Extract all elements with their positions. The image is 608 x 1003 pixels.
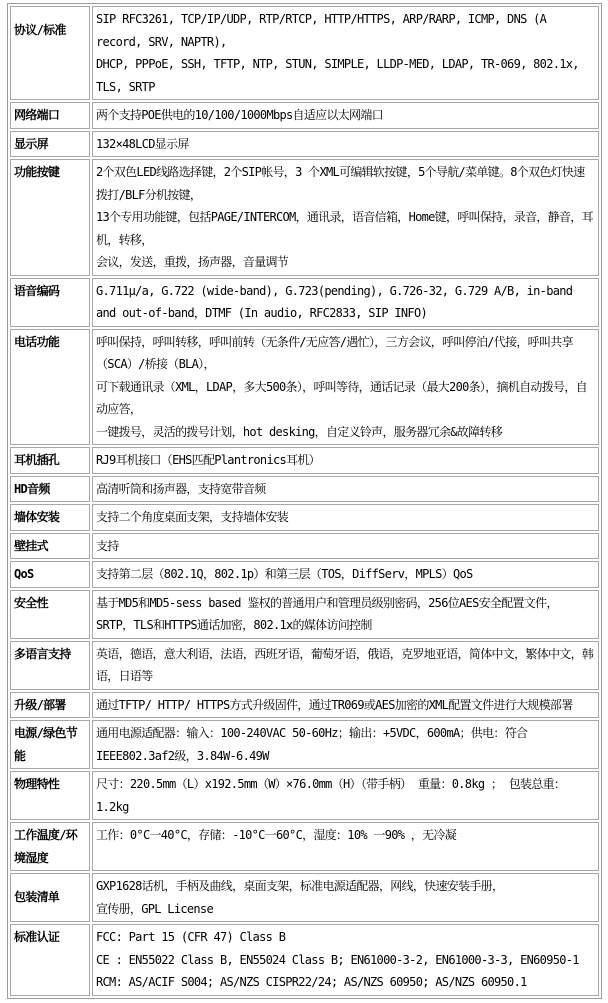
spec-row-label: 多语言支持 bbox=[10, 641, 90, 690]
spec-value-line: SIP RFC3261, TCP/IP/UDP, RTP/RTCP, HTTP/HTTPS, ARP/RARP, ICMP, DNS (A record, SRV, NAPTR), bbox=[96, 12, 547, 49]
spec-row-label: 工作温度/环境湿度 bbox=[10, 822, 90, 871]
spec-row-value bbox=[92, 561, 599, 588]
spec-row-label: 安全性 bbox=[10, 590, 90, 639]
spec-row bbox=[10, 6, 599, 100]
spec-row-label: 协议/标准 bbox=[10, 6, 90, 100]
spec-value-line: RJ9耳机接口（EHS匹配Plantronics耳机） bbox=[96, 453, 320, 467]
spec-row bbox=[10, 447, 599, 474]
spec-row-value bbox=[92, 641, 599, 690]
spec-row bbox=[10, 873, 599, 922]
spec-row-label: 功能按键 bbox=[10, 159, 90, 276]
spec-row-label: 物理特性 bbox=[10, 771, 90, 820]
spec-row bbox=[10, 533, 599, 560]
spec-row-label: 显示屏 bbox=[10, 131, 90, 158]
spec-row-value bbox=[92, 102, 599, 129]
spec-row bbox=[10, 822, 599, 871]
spec-value-line: 会议，发送，重拨，扬声器，音量调节 bbox=[96, 255, 289, 269]
spec-row-label: 语音编码 bbox=[10, 278, 90, 327]
spec-row-value bbox=[92, 822, 599, 871]
spec-row-value bbox=[92, 924, 599, 996]
spec-row-value bbox=[92, 533, 599, 560]
spec-value-line: 英语，德语，意大利语，法语，西班牙语，葡萄牙语，俄语，克罗地亚语，简体中文，繁体中文，韩语，日语等 bbox=[96, 646, 594, 683]
spec-value-line: FCC: Part 15 (CFR 47) Class B bbox=[96, 930, 286, 944]
spec-value-line: 宣传册，GPL License bbox=[96, 901, 213, 916]
spec-value-line: 高清听筒和扬声器，支持宽带音频 bbox=[96, 481, 266, 496]
spec-row-value bbox=[92, 873, 599, 922]
spec-row bbox=[10, 692, 599, 719]
spec-row-label: QoS bbox=[10, 561, 90, 588]
spec-value-line: GXP1628话机，手柄及曲线，桌面支架，标准电源适配器，网线，快速安装手册， bbox=[96, 879, 504, 893]
spec-row-label: 电源/绿色节能 bbox=[10, 720, 90, 769]
spec-value-line: 基于MD5和MD5-sess based 鉴权的普通用户和管理员级别密码，256位AES安全配置文件，SRTP，TLS和HTTPS通话加密，802.1x的媒体访问控制 bbox=[96, 595, 558, 632]
spec-value-line: 通用电源适配器：输入：100-240VAC 50-60Hz；输出：+5VDC，600mA；供电：符合IEEE802.3af2级，3.84W-6.49W bbox=[96, 726, 528, 763]
spec-row bbox=[10, 159, 599, 276]
spec-value-line: 一键拨号，灵活的拨号计划，hot desking，自定义铃声，服务器冗余&故障转移 bbox=[96, 424, 502, 439]
spec-value-line: RCM: AS/ACIF S004; AS/NZS CISPR22/24; AS/NZS 60950; AS/NZS 60950.1 bbox=[96, 975, 527, 989]
spec-value-line: 尺寸：220.5mm（L）x192.5mm（W）×76.0mm（H）（带手柄） 重量：0.8kg ； 包装总重：1.2kg bbox=[96, 777, 566, 814]
spec-row-value bbox=[92, 447, 599, 474]
spec-row-label: 升级/部署 bbox=[10, 692, 90, 719]
spec-value-line: 可下载通讯录（XML，LDAP，多大500条），呼叫等待，通话记录（最大200条），摘机自动拨号，自动应答， bbox=[96, 379, 587, 416]
spec-value-line: DHCP, PPPoE, SSH, TFTP, NTP, STUN, SIMPLE, LLDP-MED, LDAP, TR-069, 802.1x, TLS, SRTP bbox=[96, 57, 579, 94]
spec-value-line: 工作：0°C一40°C，存储：-10°C一60°C，湿度：10% 一90% ，无冷凝 bbox=[96, 828, 456, 842]
spec-value-line: 通过TFTP/ HTTP/ HTTPS方式升级固件，通过TR069或AES加密的XML配置文件进行大规模部署 bbox=[96, 697, 573, 712]
spec-row-value bbox=[92, 476, 599, 503]
spec-value-line: 呼叫保持，呼叫转移，呼叫前转（无条件/无应答/遇忙），三方会议，呼叫停泊/代接，呼叫共享（SCA）/桥接（BLA）， bbox=[96, 334, 573, 371]
spec-row-value bbox=[92, 6, 599, 100]
spec-row-value bbox=[92, 771, 599, 820]
spec-row bbox=[10, 131, 599, 158]
spec-row bbox=[10, 102, 599, 129]
spec-row bbox=[10, 641, 599, 690]
spec-row-label: 壁挂式 bbox=[10, 533, 90, 560]
spec-row-label: 标准认证 bbox=[10, 924, 90, 996]
spec-row-value bbox=[92, 590, 599, 639]
spec-value-line: 132×48LCD显示屏 bbox=[96, 136, 189, 151]
spec-value-line: 2个双色LED线路选择键，2个SIP帐号，3 个XML可编辑软按键，5个导航/菜单键。8个双色灯快速拨打/BLF分机按键， bbox=[96, 165, 585, 202]
spec-row bbox=[10, 590, 599, 639]
spec-row-label: 耳机插孔 bbox=[10, 447, 90, 474]
spec-row-value bbox=[92, 131, 599, 158]
spec-row-label: 包装清单 bbox=[10, 873, 90, 922]
spec-value-line: 支持二个角度桌面支架，支持墙体安装 bbox=[96, 510, 289, 524]
spec-row bbox=[10, 476, 599, 503]
spec-row-value bbox=[92, 329, 599, 446]
spec-row bbox=[10, 561, 599, 588]
spec-row-value bbox=[92, 720, 599, 769]
spec-row bbox=[10, 924, 599, 996]
spec-row-label: HD音频 bbox=[10, 476, 90, 503]
spec-table-body bbox=[10, 6, 599, 996]
spec-value-line: CE : EN55022 Class B, EN55024 Class B; EN61000-3-2, EN61000-3-3, EN60950-1 bbox=[96, 952, 579, 967]
spec-value-line: G.711μ/a, G.722 (wide-band), G.723(pending), G.726-32, G.729 A/B, in-band and out-of-band，DTMF (In audio, RFC2833, SIP INFO) bbox=[96, 283, 573, 320]
spec-value-line: 13个专用功能键，包括PAGE/INTERCOM，通讯录，语音信箱，Home键，呼叫保持，录音，静音，耳机，转移， bbox=[96, 210, 593, 247]
spec-row-value bbox=[92, 692, 599, 719]
spec-row bbox=[10, 720, 599, 769]
spec-table bbox=[7, 3, 602, 999]
spec-value-line: 两个支持POE供电的10/100/1000Mbps自适应以太网端口 bbox=[96, 108, 383, 122]
spec-value-line: 支持 bbox=[96, 538, 119, 553]
spec-row bbox=[10, 771, 599, 820]
spec-value-line: 支持第二层（802.1Q，802.1p）和第三层（TOS，DiffServ，MPLS）QoS bbox=[96, 567, 473, 581]
spec-row-label: 电话功能 bbox=[10, 329, 90, 446]
spec-row-label: 墙体安装 bbox=[10, 504, 90, 531]
spec-row-value bbox=[92, 278, 599, 327]
spec-row bbox=[10, 329, 599, 446]
spec-row bbox=[10, 278, 599, 327]
spec-row-value bbox=[92, 504, 599, 531]
spec-row-label: 网络端口 bbox=[10, 102, 90, 129]
spec-row bbox=[10, 504, 599, 531]
spec-row-value bbox=[92, 159, 599, 276]
